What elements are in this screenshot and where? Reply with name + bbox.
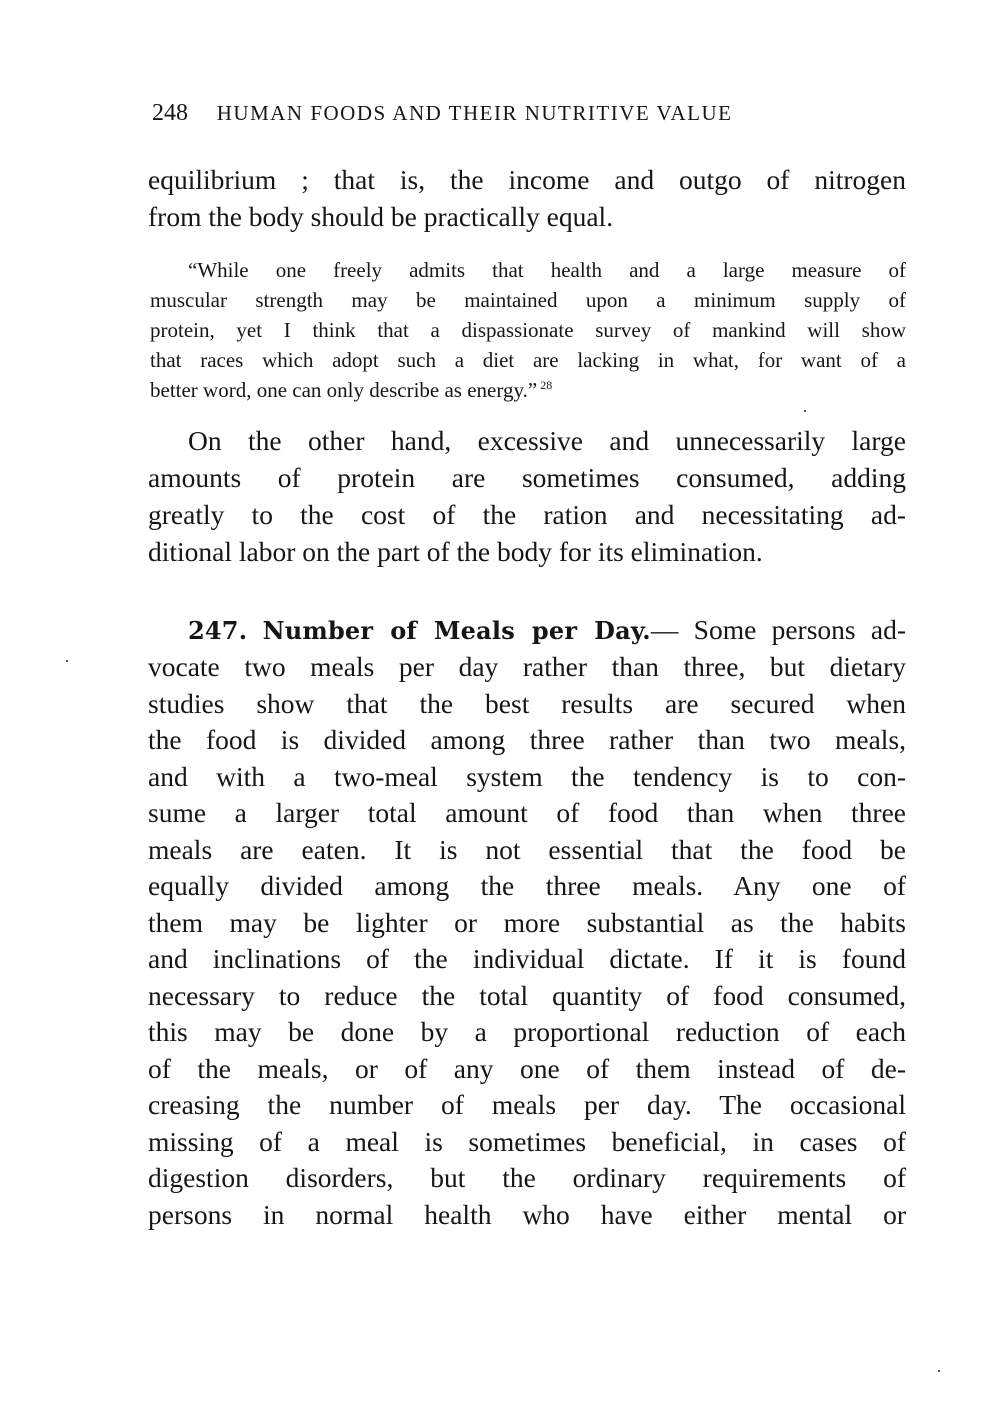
- quote-line: muscular strength may be maintained upon a minimum supply of: [150, 288, 906, 312]
- scan-speck: [938, 1370, 940, 1372]
- text-line: meals are eaten. It is not essential that the food be: [148, 834, 906, 865]
- scan-speck: [66, 660, 68, 662]
- quote-text: better word, one can only describe as energy.”: [150, 378, 538, 402]
- text-line: from the body should be practically equal.: [148, 201, 614, 232]
- text-line: them may be lighter or more substantial as the habits: [148, 907, 906, 938]
- page-number: 248: [152, 100, 188, 126]
- running-head: [152, 100, 912, 127]
- text-line: studies show that the best results are secured when: [148, 688, 906, 719]
- text-line: equally divided among the three meals. Any one of: [148, 870, 906, 901]
- text-line: equilibrium ; that is, the income and outgo of nitrogen: [148, 164, 906, 195]
- text-line: On the other hand, excessive and unnecessarily large: [188, 425, 906, 456]
- scan-speck: [804, 410, 806, 412]
- text-line: missing of a meal is sometimes beneficial, in cases of: [148, 1126, 906, 1157]
- section-title: Number of Meals per Day.: [262, 616, 651, 645]
- section-text: Some persons ad-: [693, 614, 907, 645]
- quote-line: [150, 378, 906, 403]
- text-line: sume a larger total amount of food than when three: [148, 797, 906, 828]
- em-dash: —: [650, 614, 679, 645]
- text-line: amounts of protein are sometimes consumed, adding: [148, 462, 906, 493]
- text-line: greatly to the cost of the ration and necessitating ad-: [148, 499, 906, 530]
- text-line: ditional labor on the part of the body for its elimination.: [148, 536, 763, 567]
- quote-line: “While one freely admits that health and a large measure of: [188, 258, 906, 282]
- section-heading-line: [188, 614, 906, 646]
- text-line: and with a two-meal system the tendency is to con-: [148, 761, 906, 792]
- text-line: this may be done by a proportional reduction of each: [148, 1016, 906, 1047]
- text-line: creasing the number of meals per day. The occasional: [148, 1089, 906, 1120]
- text-line: necessary to reduce the total quantity of food consumed,: [148, 980, 906, 1011]
- text-line: vocate two meals per day rather than three, but dietary: [148, 651, 906, 682]
- section-number: 247.: [188, 616, 248, 645]
- text-line: of the meals, or of any one of them instead of de-: [148, 1053, 906, 1084]
- text-line: the food is divided among three rather than two meals,: [148, 724, 906, 755]
- text-line: digestion disorders, but the ordinary requirements of: [148, 1162, 906, 1193]
- footnote-reference[interactable]: 28: [540, 378, 553, 392]
- text-line: persons in normal health who have either mental or: [148, 1199, 906, 1230]
- running-title: HUMAN FOODS AND THEIR NUTRITIVE VALUE: [216, 101, 733, 125]
- quote-line: protein, yet I think that a dispassionate survey of mankind will show: [150, 318, 906, 342]
- quote-line: that races which adopt such a diet are lacking in what, for want of a: [150, 348, 906, 372]
- text-line: and inclinations of the individual dictate. If it is found: [148, 943, 906, 974]
